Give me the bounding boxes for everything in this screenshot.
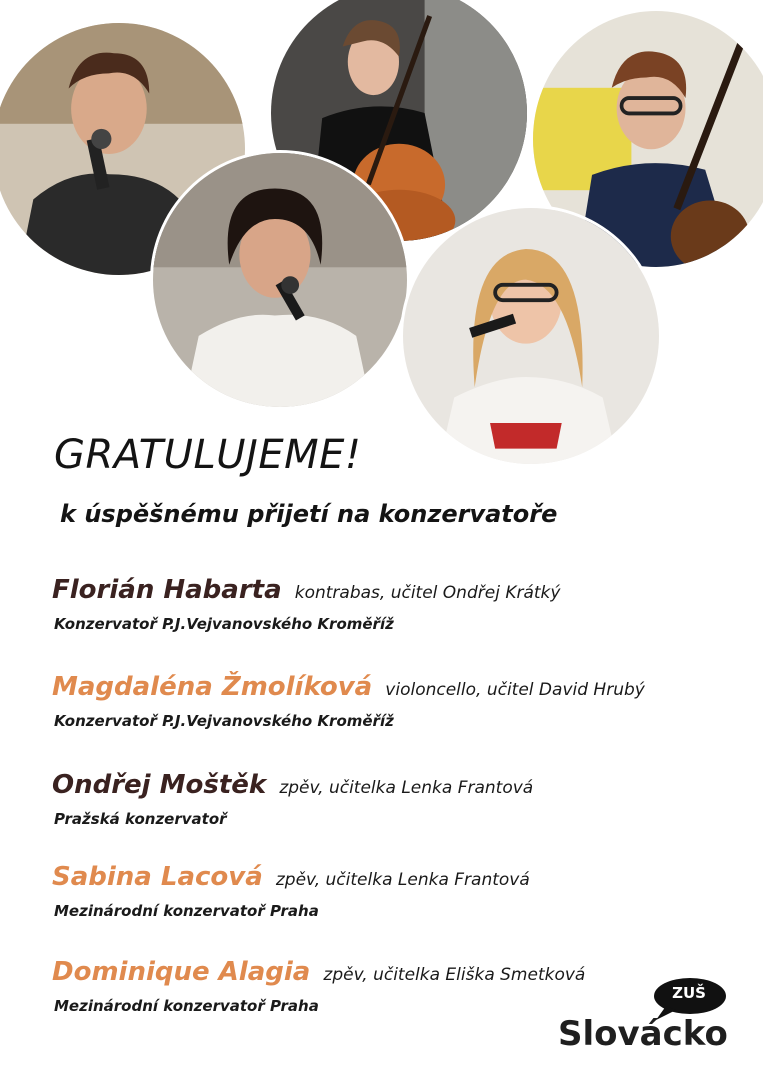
student-school: Pražská konzervatoř: [54, 810, 227, 828]
student-name: Dominique Alagia: [52, 957, 311, 987]
student-entry: [52, 957, 585, 1015]
logo-wordmark: Slovácko: [558, 1014, 728, 1054]
student-name: Magdaléna Žmolíková: [52, 672, 373, 702]
student-instrument-teacher: zpěv, učitelka Lenka Frantová: [279, 778, 534, 798]
student-entry: [52, 862, 530, 920]
headline: GRATULUJEME!: [54, 432, 362, 478]
student-instrument-teacher: violoncello, učitel David Hrubý: [385, 680, 645, 700]
student-school: Konzervatoř P.J.Vejvanovského Kroměříž: [54, 712, 394, 730]
student-entry: [52, 770, 533, 828]
subheadline: k úspěšnému přijetí na konzervatoře: [60, 500, 558, 528]
student-instrument-teacher: zpěv, učitelka Eliška Smetková: [323, 965, 586, 985]
logo-abbreviation: ZUŠ: [672, 984, 706, 1002]
student-school: Mezinárodní konzervatoř Praha: [54, 902, 319, 920]
student-name: Florián Habarta: [52, 575, 282, 605]
photo-blonde-girl-singer: [400, 205, 662, 467]
student-name: Sabina Lacová: [52, 862, 263, 892]
student-instrument-teacher: zpěv, učitelka Lenka Frantová: [275, 870, 530, 890]
student-school: Mezinárodní konzervatoř Praha: [54, 997, 319, 1015]
school-logo: [556, 976, 731, 1056]
student-name: Ondřej Moštěk: [52, 770, 267, 800]
student-entry: [52, 575, 560, 633]
student-school: Konzervatoř P.J.Vejvanovského Kroměříž: [54, 615, 394, 633]
student-instrument-teacher: kontrabas, učitel Ondřej Krátký: [294, 583, 561, 603]
student-entry: [52, 672, 645, 730]
photo-girl-singer: [150, 150, 410, 410]
